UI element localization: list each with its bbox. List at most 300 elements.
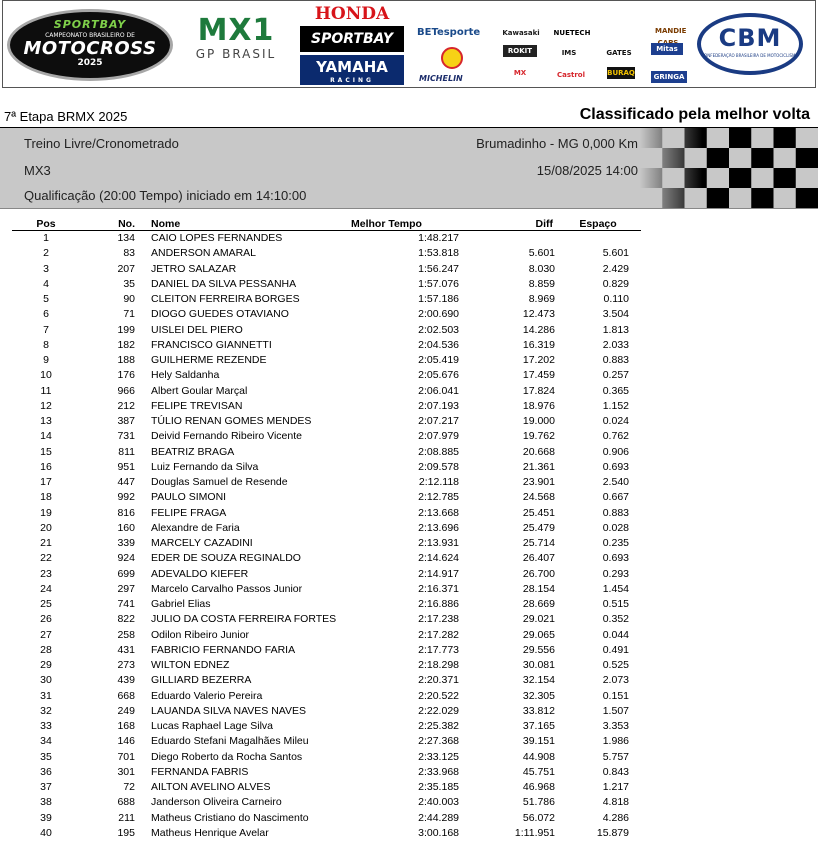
cell-no: 71 bbox=[123, 308, 135, 321]
cell-diff: 19.762 bbox=[522, 430, 555, 443]
cell-no: 182 bbox=[117, 338, 135, 351]
cell-pos: 32 bbox=[40, 704, 52, 717]
cell-pos: 6 bbox=[43, 308, 49, 321]
cell-gap: 0.257 bbox=[602, 369, 629, 382]
yamaha-logo-title: YAMAHA bbox=[316, 58, 388, 76]
sponsor-logo-ims: IMS bbox=[549, 47, 589, 59]
cell-no: 699 bbox=[117, 567, 135, 580]
cell-best-time: 2:22.029 bbox=[418, 704, 459, 717]
cell-gap bbox=[555, 231, 641, 247]
table-row bbox=[12, 780, 641, 795]
cell-gap: 2.073 bbox=[602, 674, 629, 687]
header-diff: Diff bbox=[459, 218, 555, 231]
table-row bbox=[12, 262, 641, 277]
cell-gap: 0.028 bbox=[602, 521, 629, 534]
cell-pos: 13 bbox=[40, 415, 52, 428]
cell-no: 966 bbox=[117, 384, 135, 397]
cell-pos: 26 bbox=[40, 613, 52, 626]
cell-name: GILLIARD BEZERRA bbox=[151, 674, 252, 687]
cell-diff: 30.081 bbox=[522, 659, 555, 672]
cell-diff: 29.556 bbox=[522, 643, 555, 656]
cell-diff: 23.901 bbox=[522, 476, 555, 489]
table-row bbox=[12, 475, 641, 490]
mx1-logo-title: MX1 bbox=[197, 13, 275, 48]
cell-name: ANDERSON AMARAL bbox=[151, 247, 257, 260]
cell-gap: 3.504 bbox=[602, 308, 629, 321]
cell-best-time: 2:09.578 bbox=[418, 460, 459, 473]
cell-gap: 0.352 bbox=[602, 613, 629, 626]
cell-diff: 29.065 bbox=[522, 628, 555, 641]
cell-pos: 17 bbox=[40, 476, 52, 489]
cell-no: 176 bbox=[117, 369, 135, 382]
table-row bbox=[12, 231, 641, 247]
cell-best-time: 2:13.668 bbox=[418, 506, 459, 519]
sponsor-logo-mx: MX bbox=[505, 67, 535, 79]
cell-no: 701 bbox=[117, 750, 135, 763]
cell-diff: 24.568 bbox=[522, 491, 555, 504]
cell-best-time: 2:00.690 bbox=[418, 308, 459, 321]
sponsor-logo-gates: GATES bbox=[601, 47, 637, 59]
cell-diff: 32.305 bbox=[522, 689, 555, 702]
cell-gap: 1.152 bbox=[602, 399, 629, 412]
cell-pos: 12 bbox=[40, 399, 52, 412]
cell-gap: 2.033 bbox=[602, 338, 629, 351]
cell-diff: 21.361 bbox=[522, 460, 555, 473]
cell-no: 199 bbox=[117, 323, 135, 336]
cell-gap: 4.286 bbox=[602, 811, 629, 824]
cell-gap: 0.843 bbox=[602, 765, 629, 778]
cell-diff: 5.601 bbox=[528, 247, 555, 260]
table-row bbox=[12, 597, 641, 612]
cell-diff: 45.751 bbox=[522, 765, 555, 778]
cell-gap: 0.667 bbox=[602, 491, 629, 504]
table-row bbox=[12, 445, 641, 460]
table-row bbox=[12, 673, 641, 688]
table-row bbox=[12, 811, 641, 826]
cell-diff: 26.700 bbox=[522, 567, 555, 580]
session-name: Treino Livre/Cronometrado bbox=[24, 136, 179, 151]
cell-name: DANIEL DA SILVA PESSANHA bbox=[151, 277, 297, 290]
cell-diff: 1:11.951 bbox=[514, 826, 555, 839]
results-body bbox=[12, 231, 641, 842]
cell-best-time: 2:35.185 bbox=[418, 781, 459, 794]
yamaha-logo-subtitle: RACING bbox=[330, 77, 374, 84]
cell-diff: 25.714 bbox=[522, 537, 555, 550]
cell-diff: 14.286 bbox=[522, 323, 555, 336]
cell-name: Deivid Fernando Ribeiro Vicente bbox=[151, 430, 302, 443]
michelin-logo: MICHELIN bbox=[419, 74, 463, 83]
mx1-gp-brasil-logo bbox=[181, 15, 291, 71]
cell-best-time: 2:17.238 bbox=[418, 613, 459, 626]
cell-pos: 1 bbox=[43, 232, 49, 245]
cell-diff: 8.859 bbox=[528, 277, 555, 290]
cell-name: Eduardo Valerio Pereira bbox=[151, 689, 263, 702]
cell-no: 195 bbox=[117, 826, 135, 839]
cell-name: AILTON AVELINO ALVES bbox=[151, 781, 271, 794]
cell-name: EDER DE SOUZA REGINALDO bbox=[151, 552, 301, 565]
results-table bbox=[12, 218, 641, 841]
cell-name: Matheus Cristiano do Nascimento bbox=[151, 811, 309, 824]
sponsor-banner bbox=[2, 0, 816, 88]
cell-pos: 25 bbox=[40, 598, 52, 611]
table-row bbox=[12, 338, 641, 353]
cell-best-time: 2:13.696 bbox=[418, 521, 459, 534]
cell-diff: 46.968 bbox=[522, 781, 555, 794]
cell-no: 258 bbox=[117, 628, 135, 641]
cell-no: 160 bbox=[117, 521, 135, 534]
cell-best-time: 2:13.931 bbox=[418, 537, 459, 550]
cell-best-time: 2:44.289 bbox=[418, 811, 459, 824]
cell-best-time: 2:20.522 bbox=[418, 689, 459, 702]
cell-no: 134 bbox=[117, 232, 135, 245]
cell-pos: 30 bbox=[40, 674, 52, 687]
cell-no: 741 bbox=[117, 598, 135, 611]
table-row bbox=[12, 765, 641, 780]
mx1-logo-subtitle: GP BRASIL bbox=[195, 47, 277, 61]
cell-pos: 24 bbox=[40, 582, 52, 595]
cell-diff bbox=[459, 231, 555, 247]
table-row bbox=[12, 826, 641, 841]
cell-gap: 1.986 bbox=[602, 735, 629, 748]
table-row bbox=[12, 323, 641, 338]
sponsor-logo-castrol: Castrol bbox=[549, 69, 593, 81]
cell-pos: 21 bbox=[40, 537, 52, 550]
cell-diff: 18.976 bbox=[522, 399, 555, 412]
cell-gap: 0.024 bbox=[602, 415, 629, 428]
cell-gap: 0.151 bbox=[602, 689, 629, 702]
cell-name: WILTON EDNEZ bbox=[151, 659, 230, 672]
cell-pos: 38 bbox=[40, 796, 52, 809]
event-title: 7ª Etapa BRMX 2025 bbox=[4, 109, 128, 124]
table-row bbox=[12, 414, 641, 429]
cell-pos: 40 bbox=[40, 826, 52, 839]
cell-pos: 14 bbox=[40, 430, 52, 443]
cell-gap: 0.365 bbox=[602, 384, 629, 397]
cell-name: Diego Roberto da Rocha Santos bbox=[151, 750, 303, 763]
cell-no: 273 bbox=[117, 659, 135, 672]
table-row bbox=[12, 734, 641, 749]
cell-no: 387 bbox=[117, 415, 135, 428]
table-row bbox=[12, 719, 641, 734]
cell-best-time: 2:04.536 bbox=[418, 338, 459, 351]
cell-no: 168 bbox=[117, 720, 135, 733]
cell-name: DIOGO GUEDES OTAVIANO bbox=[151, 308, 289, 321]
sportbay-logo: SPORTBAY bbox=[300, 26, 404, 52]
table-row bbox=[12, 368, 641, 383]
sponsor-logo-rokit: ROKIT bbox=[503, 45, 537, 57]
cell-best-time: 2:16.886 bbox=[418, 598, 459, 611]
cell-best-time: 2:06.041 bbox=[418, 384, 459, 397]
cell-name: CLEITON FERREIRA BORGES bbox=[151, 293, 300, 306]
table-row bbox=[12, 384, 641, 399]
cell-diff: 28.669 bbox=[522, 598, 555, 611]
cell-pos: 18 bbox=[40, 491, 52, 504]
cell-pos: 34 bbox=[40, 735, 52, 748]
cell-gap: 0.693 bbox=[602, 552, 629, 565]
cell-name: Marcelo Carvalho Passos Junior bbox=[151, 582, 303, 595]
cell-name: Douglas Samuel de Resende bbox=[151, 476, 288, 489]
table-row bbox=[12, 429, 641, 444]
cell-pos: 39 bbox=[40, 811, 52, 824]
cell-name: FELIPE TREVISAN bbox=[151, 399, 243, 412]
cell-pos: 15 bbox=[40, 445, 52, 458]
cell-diff: 37.165 bbox=[522, 720, 555, 733]
cell-diff: 8.030 bbox=[528, 262, 555, 275]
cell-pos: 27 bbox=[40, 628, 52, 641]
cell-diff: 25.479 bbox=[522, 521, 555, 534]
table-row bbox=[12, 460, 641, 475]
date-time: 15/08/2025 14:00 bbox=[536, 163, 638, 178]
cell-gap: 0.693 bbox=[602, 460, 629, 473]
cell-diff: 28.154 bbox=[522, 582, 555, 595]
sponsor-logo-gringa: GRINGA bbox=[651, 71, 687, 83]
cell-diff: 19.000 bbox=[522, 415, 555, 428]
cell-pos: 36 bbox=[40, 765, 52, 778]
cell-gap: 0.044 bbox=[602, 628, 629, 641]
table-row bbox=[12, 353, 641, 368]
header-pos: Pos bbox=[12, 218, 80, 231]
cell-name: LAUANDA SILVA NAVES NAVES bbox=[151, 704, 307, 717]
cell-diff: 8.969 bbox=[528, 293, 555, 306]
cell-name: JETRO SALAZAR bbox=[151, 262, 237, 275]
cell-no: 811 bbox=[118, 445, 135, 458]
cell-no: 211 bbox=[118, 811, 135, 824]
cell-no: 688 bbox=[117, 796, 135, 809]
cell-gap: 0.515 bbox=[602, 598, 629, 611]
cell-diff: 56.072 bbox=[522, 811, 555, 824]
cell-gap: 0.293 bbox=[602, 567, 629, 580]
cell-gap: 5.601 bbox=[602, 247, 629, 260]
cell-best-time: 2:07.217 bbox=[418, 415, 459, 428]
cell-diff: 17.202 bbox=[522, 354, 555, 367]
event-header bbox=[0, 106, 818, 128]
cell-no: 992 bbox=[117, 491, 135, 504]
cell-gap: 0.235 bbox=[602, 537, 629, 550]
table-row bbox=[12, 292, 641, 307]
cell-name: Janderson Oliveira Carneiro bbox=[151, 796, 282, 809]
cell-diff: 29.021 bbox=[522, 613, 555, 626]
cell-no: 249 bbox=[117, 704, 135, 717]
cell-name: Alexandre de Faria bbox=[151, 521, 240, 534]
cell-pos: 31 bbox=[40, 689, 52, 702]
cell-pos: 29 bbox=[40, 659, 52, 672]
cell-name: JULIO DA COSTA FERREIRA FORTES bbox=[151, 613, 337, 626]
cell-best-time: 1:53.818 bbox=[418, 247, 459, 260]
cell-diff: 12.473 bbox=[522, 308, 555, 321]
table-row bbox=[12, 628, 641, 643]
cell-pos: 22 bbox=[40, 552, 52, 565]
cell-no: 731 bbox=[117, 430, 135, 443]
cell-name: Lucas Raphael Lage Silva bbox=[151, 720, 274, 733]
table-row bbox=[12, 490, 641, 505]
cell-name: Eduardo Stefani Magalhães Mileu bbox=[151, 735, 309, 748]
cell-best-time: 2:14.917 bbox=[418, 567, 459, 580]
cell-pos: 3 bbox=[43, 262, 49, 275]
cell-gap: 0.491 bbox=[602, 643, 629, 656]
table-row bbox=[12, 536, 641, 551]
cell-pos: 33 bbox=[40, 720, 52, 733]
table-row bbox=[12, 521, 641, 536]
cell-gap: 0.906 bbox=[602, 445, 629, 458]
table-row bbox=[12, 643, 641, 658]
cell-best-time: 1:48.217 bbox=[418, 232, 459, 245]
cell-name: Odilon Ribeiro Junior bbox=[151, 628, 250, 641]
cell-name: PAULO SIMONI bbox=[151, 491, 227, 504]
cell-gap: 0.883 bbox=[602, 506, 629, 519]
cell-best-time: 2:17.282 bbox=[418, 628, 459, 641]
cell-gap: 3.353 bbox=[602, 720, 629, 733]
cell-name: Hely Saldanha bbox=[151, 369, 220, 382]
cell-diff: 44.908 bbox=[522, 750, 555, 763]
cell-gap: 2.540 bbox=[602, 476, 629, 489]
cbm-logo-title: CBM bbox=[718, 24, 782, 52]
cell-diff: 33.812 bbox=[522, 704, 555, 717]
cell-best-time: 2:05.676 bbox=[418, 369, 459, 382]
cell-diff: 17.459 bbox=[522, 369, 555, 382]
cell-no: 301 bbox=[117, 765, 135, 778]
cell-no: 822 bbox=[117, 613, 135, 626]
cell-pos: 11 bbox=[40, 384, 52, 397]
table-row bbox=[12, 567, 641, 582]
cell-best-time: 2:12.785 bbox=[418, 491, 459, 504]
cell-no: 439 bbox=[117, 674, 135, 687]
table-row bbox=[12, 399, 641, 414]
header-no: No. bbox=[80, 218, 151, 231]
cell-best-time: 2:02.503 bbox=[418, 323, 459, 336]
table-row bbox=[12, 795, 641, 810]
cell-gap: 0.829 bbox=[602, 277, 629, 290]
cell-best-time: 2:17.773 bbox=[418, 643, 459, 656]
cell-pos: 9 bbox=[43, 354, 49, 367]
cell-best-time: 1:57.186 bbox=[418, 293, 459, 306]
cell-best-time: 2:20.371 bbox=[418, 674, 459, 687]
cell-gap: 1.454 bbox=[602, 582, 629, 595]
cell-no: 339 bbox=[117, 537, 135, 550]
cell-name: UISLEI DEL PIERO bbox=[151, 323, 243, 336]
cell-name: Luiz Fernando da Silva bbox=[151, 460, 259, 473]
cell-pos: 4 bbox=[43, 277, 49, 290]
cell-no: 188 bbox=[117, 354, 135, 367]
cell-no: 83 bbox=[123, 247, 135, 260]
cell-no: 207 bbox=[117, 262, 135, 275]
cell-gap: 4.818 bbox=[602, 796, 629, 809]
cell-name: BEATRIZ BRAGA bbox=[151, 445, 235, 458]
cell-best-time: 2:33.968 bbox=[418, 765, 459, 778]
sportbay-motocross-logo: SPORTBAY CAMPEONATO BRASILEIRO DE MOTOCROSS 2025 bbox=[7, 9, 173, 81]
cbm-logo bbox=[697, 13, 803, 75]
cell-no: 90 bbox=[123, 293, 135, 306]
cell-best-time: 2:05.419 bbox=[418, 354, 459, 367]
cell-best-time: 2:27.368 bbox=[418, 735, 459, 748]
table-row bbox=[12, 658, 641, 673]
cell-name: FRANCISCO GIANNETTI bbox=[151, 338, 272, 351]
table-row bbox=[12, 612, 641, 627]
cell-diff: 26.407 bbox=[522, 552, 555, 565]
cell-gap: 1.813 bbox=[602, 323, 629, 336]
cell-best-time: 2:18.298 bbox=[418, 659, 459, 672]
cell-no: 35 bbox=[123, 277, 135, 290]
cell-best-time: 2:12.118 bbox=[418, 476, 459, 489]
cell-name: TÚLIO RENAN GOMES MENDES bbox=[151, 415, 312, 428]
cell-pos: 37 bbox=[40, 781, 52, 794]
cell-gap: 0.883 bbox=[602, 354, 629, 367]
cell-pos: 10 bbox=[40, 369, 52, 382]
header-name: Nome bbox=[151, 218, 341, 231]
cell-diff: 20.668 bbox=[522, 445, 555, 458]
session-info-band bbox=[0, 128, 818, 209]
cell-name: FELIPE FRAGA bbox=[151, 506, 227, 519]
table-row bbox=[12, 689, 641, 704]
cell-pos: 8 bbox=[43, 338, 49, 351]
cell-name: FABRICIO FERNANDO FARIA bbox=[151, 643, 296, 656]
sponsor-logo-mitas: Mitas bbox=[651, 43, 683, 55]
cell-gap: 1.507 bbox=[602, 704, 629, 717]
table-row bbox=[12, 506, 641, 521]
cell-no: 816 bbox=[117, 506, 135, 519]
cell-gap: 1.217 bbox=[602, 781, 629, 794]
cell-best-time: 2:07.979 bbox=[418, 430, 459, 443]
sponsor-logo-mandie-caps: MANDIE bbox=[655, 27, 687, 35]
cbm-logo-subtitle: CONFEDERAÇÃO BRASILEIRA DE MOTOCICLISMO bbox=[701, 53, 799, 58]
cell-no: 924 bbox=[117, 552, 135, 565]
sponsor-logo-buraq: BURAQ bbox=[607, 69, 635, 77]
cell-name: Albert Goular Marçal bbox=[151, 384, 248, 397]
cell-best-time: 2:07.193 bbox=[418, 399, 459, 412]
cell-no: 431 bbox=[117, 643, 135, 656]
cell-gap: 5.757 bbox=[602, 750, 629, 763]
cell-name: MARCELY CAZADINI bbox=[151, 537, 253, 550]
cell-pos: 5 bbox=[43, 293, 49, 306]
cell-pos: 28 bbox=[40, 643, 52, 656]
cell-no: 212 bbox=[117, 399, 135, 412]
cell-no: 447 bbox=[117, 476, 135, 489]
betesporte-logo: BETesporte bbox=[417, 27, 481, 38]
cell-diff: 39.151 bbox=[522, 735, 555, 748]
cell-diff: 25.451 bbox=[522, 506, 555, 519]
qualification-info: Qualificação (20:00 Tempo) iniciado em 14:10:00 bbox=[24, 188, 307, 203]
sponsor-logo-kawasaki: Kawasaki bbox=[502, 29, 540, 37]
cell-name: Gabriel Elias bbox=[151, 598, 211, 611]
cell-diff: 32.154 bbox=[522, 674, 555, 687]
cell-diff: 17.824 bbox=[522, 384, 555, 397]
cell-gap: 2.429 bbox=[602, 262, 629, 275]
table-row bbox=[12, 704, 641, 719]
cell-name: ADEVALDO KIEFER bbox=[151, 567, 249, 580]
cell-best-time: 2:08.885 bbox=[418, 445, 459, 458]
cell-best-time: 2:33.125 bbox=[418, 750, 459, 763]
cell-pos: 20 bbox=[40, 521, 52, 534]
cell-no: 146 bbox=[117, 735, 135, 748]
cell-gap: 0.110 bbox=[603, 293, 629, 306]
location-info: Brumadinho - MG 0,000 Km bbox=[476, 136, 638, 151]
cell-pos: 2 bbox=[43, 247, 49, 260]
cell-pos: 19 bbox=[40, 506, 52, 519]
cell-best-time: 2:25.382 bbox=[418, 720, 459, 733]
table-row bbox=[12, 307, 641, 322]
cell-no: 297 bbox=[117, 582, 135, 595]
cell-gap: 15.879 bbox=[596, 826, 629, 839]
table-row bbox=[12, 582, 641, 597]
cell-no: 72 bbox=[123, 781, 135, 794]
cell-diff: 16.319 bbox=[522, 338, 555, 351]
cell-name: GUILHERME REZENDE bbox=[151, 354, 267, 367]
cell-gap: 0.525 bbox=[602, 659, 629, 672]
report-title: Classificado pela melhor volta bbox=[579, 106, 810, 123]
cell-best-time: 1:56.247 bbox=[418, 262, 459, 275]
cell-name: FERNANDA FABRIS bbox=[151, 765, 249, 778]
table-row bbox=[12, 246, 641, 261]
header-gap: Espaço bbox=[555, 218, 641, 231]
